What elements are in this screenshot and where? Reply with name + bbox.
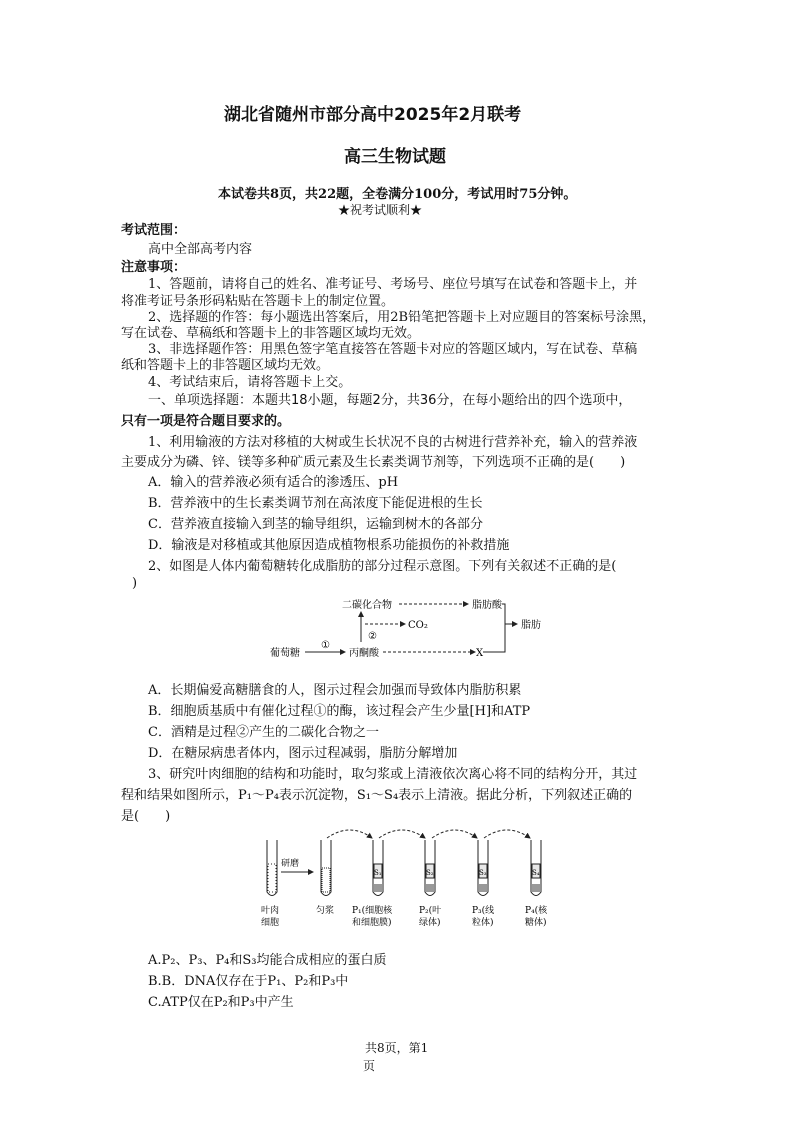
- step2-label: ②: [368, 631, 377, 642]
- two-carbon-compound-label: 二碳化合物: [342, 600, 392, 611]
- label-cells: 叶肉: [261, 906, 280, 916]
- note-line: 纸和答题卡上的非答题区域均无效。: [121, 358, 330, 373]
- transfer-arrow: [327, 830, 372, 838]
- fatty-acid-label: 脂肪酸: [472, 600, 502, 611]
- q2-option-a: A．长期偏爱高糖膳食的人，图示过程会加强而导致体内脂肪积累: [148, 683, 522, 698]
- glucose-label: 葡萄糖: [270, 648, 300, 659]
- grind-label: 研磨: [281, 859, 300, 869]
- paper-info: 本试卷共8页，共22题，全卷满分100分，考试用时75分钟。: [218, 187, 577, 202]
- note-line: 2、选择题的作答：每小题选出答案后，用2B铅笔把答题卡上对应题目的答案标号涂黑，: [148, 310, 656, 325]
- label-p4: P₄(核: [525, 906, 548, 916]
- q3-option-c: C.ATP仅在P₂和P₃中产生: [148, 995, 294, 1010]
- note-line: 3、非选择题作答：用黑色签字笔直接答在答题卡对应的答题区域内，写在试卷、草稿: [148, 342, 638, 357]
- fat-label: 脂肪: [521, 620, 541, 631]
- label-p2: 绿体): [419, 918, 441, 928]
- tube-s3-p3: [478, 840, 488, 896]
- q1-stem-cont: 主要成分为磷、锌、镁等多种矿质元素及生长素类调节剂等，下列选项不正确的是( ): [121, 455, 626, 470]
- note-line: 1、答题前，请将自己的姓名、准考证号、考场号、座位号填写在试卷和答题卡上，并: [148, 277, 638, 292]
- step1-label: ①: [321, 640, 330, 651]
- x-label: X: [476, 648, 484, 659]
- q2-option-c: C．酒精是过程②产生的二碳化合物之一: [148, 725, 379, 740]
- q2-option-d: D．在糖尿病患者体内，图示过程减弱，脂肪分解增加: [148, 746, 458, 761]
- transfer-arrow: [432, 830, 477, 838]
- co2-label: CO₂: [408, 620, 428, 631]
- label-homogenate: 匀浆: [316, 906, 335, 916]
- tube-s2-p2: [425, 840, 435, 896]
- q1-option-c: C．营养液直接输入到茎的输导组织，运输到树木的各部分: [148, 517, 483, 532]
- scope-content: 高中全部高考内容: [148, 242, 253, 257]
- tube-s1-p1: [373, 840, 383, 896]
- q3-stem: 3、研究叶肉细胞的结构和功能时，取匀浆或上清液依次离心将不同的结构分开，其过: [148, 767, 638, 782]
- transfer-arrow: [379, 830, 425, 838]
- q2-stem: 2、如图是人体内葡萄糖转化成脂肪的部分过程示意图。下列有关叙述不正确的是(: [148, 559, 617, 574]
- bracket-line: [502, 604, 513, 624]
- s4-label: S₄: [532, 869, 540, 877]
- label-p1: 和细胞膜): [352, 918, 392, 928]
- tube-s4-p4: [531, 840, 541, 896]
- s3-label: S₃: [479, 869, 487, 877]
- tube-homogenate: [321, 840, 331, 896]
- exam-title: 湖北省随州市部分高中2025年2月联考: [224, 105, 522, 125]
- section-heading-cont: 只有一项是符合题目要求的。: [121, 414, 291, 429]
- q2-stem-cont: ): [132, 576, 138, 591]
- notes-label: 注意事项：: [121, 260, 187, 275]
- label-p1: P₁(细胞核: [352, 906, 393, 916]
- q2-option-b: B．细胞质基质中有催化过程①的酶，该过程会产生少量[H]和ATP: [148, 704, 531, 719]
- label-cells: 细胞: [261, 918, 280, 928]
- pyruvate-label: 丙酮酸: [349, 648, 379, 659]
- transfer-arrow: [484, 830, 530, 838]
- note-line: 写在试卷、草稿纸和答题卡上的非答题区域均无效。: [121, 326, 421, 341]
- bracket-line: [483, 624, 505, 652]
- label-p4: 糖体): [525, 918, 547, 928]
- q3-stem-cont: 程和结果如图所示，P₁～P₄表示沉淀物，S₁～S₄表示上清液。据此分析，下列叙述正确的: [121, 788, 633, 803]
- q3-option-b: B.B．DNA仅存在于P₁、P₂和P₃中: [148, 974, 349, 989]
- note-line: 4、考试结束后，请将答题卡上交。: [148, 375, 352, 390]
- page-footer: 共8页，第1: [365, 1041, 429, 1055]
- good-luck-wish: ★祝考试顺利★: [338, 203, 423, 217]
- q1-option-a: A．输入的营养液必须有适合的渗透压、pH: [148, 475, 399, 490]
- tube-mesophyll-cells: [267, 840, 277, 896]
- note-line: 将准考证号条形码粘贴在答题卡上的制定位置。: [121, 294, 395, 309]
- q3-option-a: A.P₂、P₃、P₄和S₃均能合成相应的蛋白质: [148, 953, 387, 968]
- page-footer-cont: 页: [363, 1059, 376, 1073]
- section-heading: 一、单项选择题：本题共18小题，每题2分，共36分，在每小题给出的四个选项中，: [148, 393, 632, 408]
- label-p3: 粒体): [472, 918, 494, 928]
- q1-option-d: D．输液是对移植或其他原因造成植物根系功能损伤的补救措施: [148, 538, 510, 553]
- glucose-fat-pathway-diagram: [265, 594, 565, 664]
- q3-stem-cont: 是( ): [121, 809, 171, 824]
- q1-option-b: B．营养液中的生长素类调节剂在高浓度下能促进根的生长: [148, 496, 483, 511]
- centrifugation-diagram: [255, 824, 565, 934]
- paper-subtitle: 高三生物试题: [344, 147, 446, 167]
- s2-label: S₂: [426, 869, 434, 877]
- scope-label: 考试范围：: [121, 223, 187, 238]
- label-p3: P₃(线: [472, 906, 495, 916]
- q1-stem: 1、利用输液的方法对移植的大树或生长状况不良的古树进行营养补充，输入的营养液: [148, 435, 638, 450]
- s1-label: S₁: [374, 869, 382, 877]
- label-p2: P₂(叶: [419, 906, 442, 916]
